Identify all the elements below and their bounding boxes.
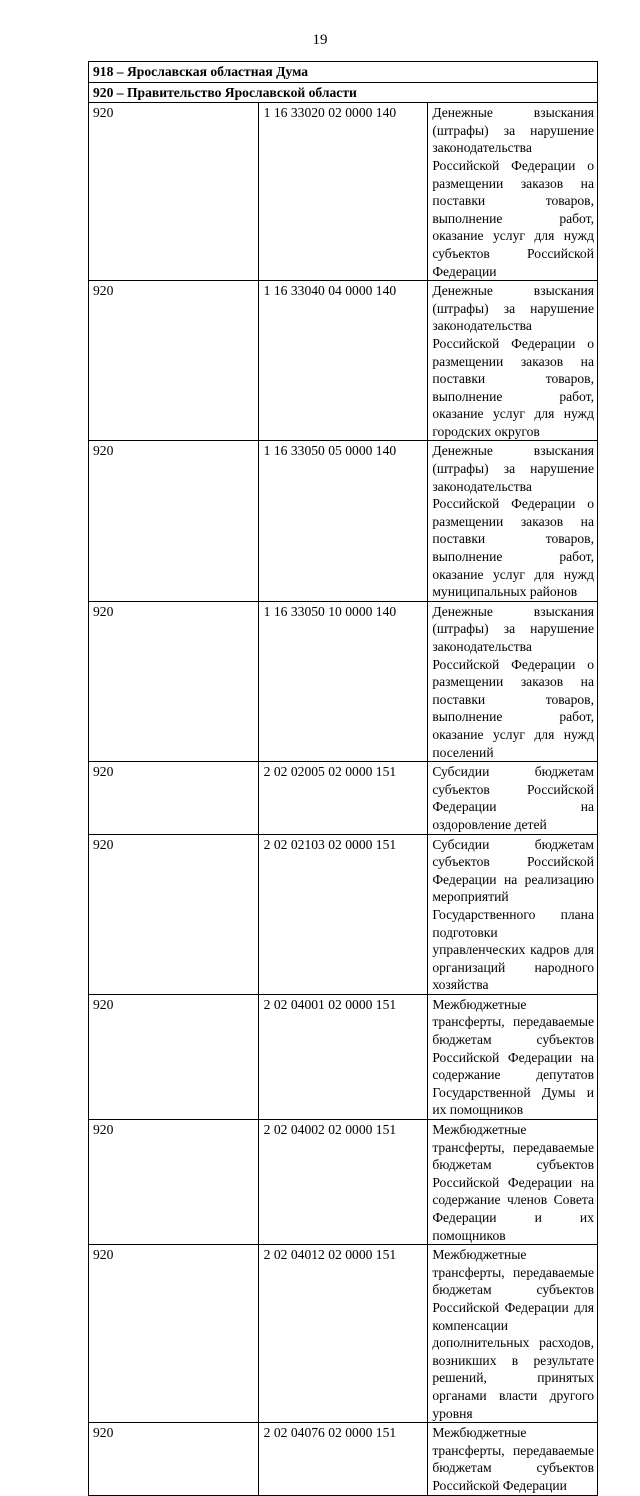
section-header: 918 – Ярославская областная Дума <box>89 62 598 83</box>
section-header-row <box>89 62 598 83</box>
description-cell: Денежные взыскания (штрафы) за нарушение законодательства Российской Федерации о размещении заказов на поставки товаров, выполнение работ, оказание услуг для нужд субъектов Российской Федерации <box>428 103 598 281</box>
description-cell: Межбюджетные трансферты, передаваемые бюджетам субъектов Российской Федерации на содержание депутатов Государственной Думы и их помощников <box>428 994 598 1119</box>
section-title: Правительство Ярославской области <box>126 84 357 100</box>
section-title: Ярославская областная Дума <box>126 64 309 79</box>
table-row <box>89 1120 598 1245</box>
kbk-code-cell: 2 02 02103 02 0000 151 <box>258 834 428 994</box>
section-code: 918 <box>93 64 114 79</box>
table-row <box>89 281 598 441</box>
admin-code-cell: 920 <box>89 1120 259 1245</box>
admin-code-cell: 920 <box>89 601 259 761</box>
kbk-code-cell: 2 02 04012 02 0000 151 <box>258 1245 428 1423</box>
section-header-row <box>89 82 598 103</box>
kbk-code-cell: 1 16 33020 02 0000 140 <box>258 103 428 281</box>
admin-code-cell: 920 <box>89 103 259 281</box>
description-cell: Межбюджетные трансферты, передаваемые бюджетам субъектов Российской Федерации на содержание членов Совета Федерации и их помощников <box>428 1120 598 1245</box>
description-cell: Денежные взыскания (штрафы) за нарушение законодательства Российской Федерации о размещении заказов на поставки товаров, выполнение работ, оказание услуг для нужд поселений <box>428 601 598 761</box>
section-code: 920 <box>93 84 114 100</box>
kbk-code-cell: 1 16 33050 05 0000 140 <box>258 441 428 601</box>
description-cell: Межбюджетные трансферты, передаваемые бюджетам субъектов Российской Федерации для компенсации дополнительных расходов, возникших в результате решений, принятых органами власти другого уровня <box>428 1245 598 1423</box>
admin-code-cell: 920 <box>89 762 259 834</box>
table-row <box>89 1245 598 1423</box>
kbk-code-cell: 1 16 33040 04 0000 140 <box>258 281 428 441</box>
section-header: 920 – Правительство Ярославской области <box>89 82 598 103</box>
admin-code-cell: 920 <box>89 281 259 441</box>
admin-code-cell: 920 <box>89 441 259 601</box>
table-row <box>89 1423 598 1495</box>
kbk-code-cell: 1 16 33050 10 0000 140 <box>258 601 428 761</box>
table-row <box>89 994 598 1119</box>
table-row <box>89 834 598 994</box>
description-cell: Денежные взыскания (штрафы) за нарушение законодательства Российской Федерации о размещении заказов на поставки товаров, выполнение работ, оказание услуг для нужд муниципальных районов <box>428 441 598 601</box>
description-cell: Денежные взыскания (штрафы) за нарушение законодательства Российской Федерации о размещении заказов на поставки товаров, выполнение работ, оказание услуг для нужд городских округов <box>428 281 598 441</box>
admin-code-cell: 920 <box>89 1423 259 1495</box>
revenue-codes-table <box>88 61 598 1496</box>
table-row <box>89 103 598 281</box>
page-number: 19 <box>312 32 328 48</box>
table-row <box>89 762 598 834</box>
admin-code-cell: 920 <box>89 1245 259 1423</box>
kbk-code-cell: 2 02 04076 02 0000 151 <box>258 1423 428 1495</box>
table-row <box>89 441 598 601</box>
admin-code-cell: 920 <box>89 834 259 994</box>
description-cell: Субсидии бюджетам субъектов Российской Федерации на реализацию мероприятий Государственного плана подготовки управленческих кадров для организаций народного хозяйства <box>428 834 598 994</box>
kbk-code-cell: 2 02 02005 02 0000 151 <box>258 762 428 834</box>
table-row <box>89 601 598 761</box>
kbk-code-cell: 2 02 04001 02 0000 151 <box>258 994 428 1119</box>
kbk-code-cell: 2 02 04002 02 0000 151 <box>258 1120 428 1245</box>
description-cell: Субсидии бюджетам субъектов Российской Федерации на оздоровление детей <box>428 762 598 834</box>
description-cell: Межбюджетные трансферты, передаваемые бюджетам субъектов Российской Федерации <box>428 1423 598 1495</box>
admin-code-cell: 920 <box>89 994 259 1119</box>
